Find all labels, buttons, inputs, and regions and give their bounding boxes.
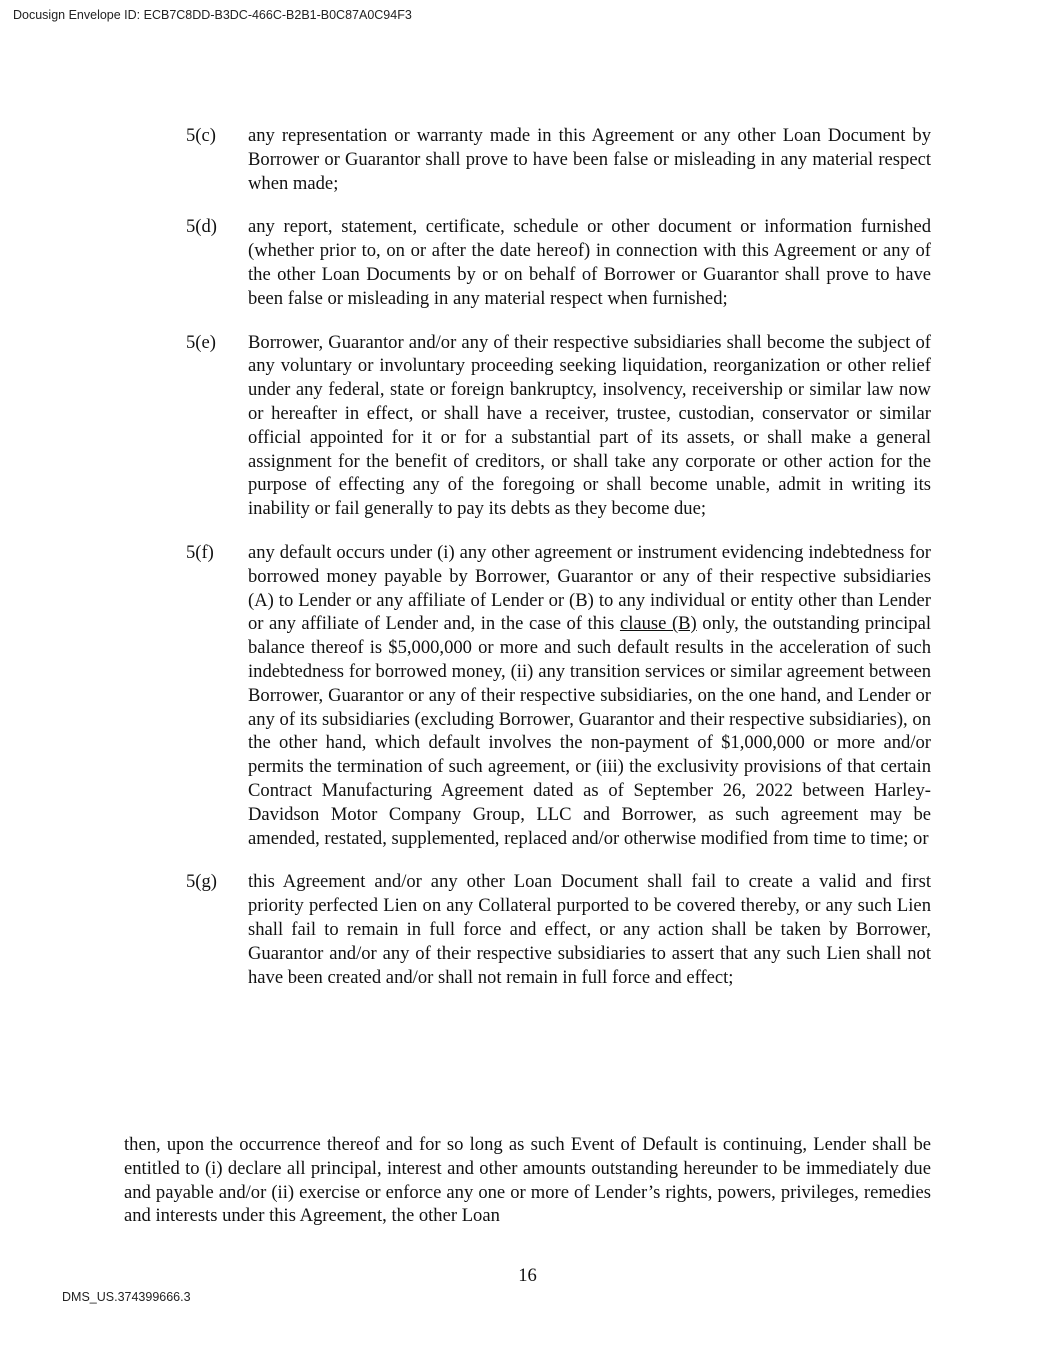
document-id: DMS_US.374399666.3 [62,1290,191,1304]
clause-5e [186,331,931,521]
clause-number: 5(d) [186,216,217,238]
clause-text: any report, statement, certificate, schedule or other document or information furnished (whether prior to, on or after the date hereof) in connection with this Agreement or any of the other Loan Documents by or on behalf of Borrower or Guarantor shall prove to have been false or misleading in any material respect when furnished; [248,216,931,309]
page-number: 16 [518,1265,537,1286]
clause-text: Borrower, Guarantor and/or any of their respective subsidiaries shall become the subject of any voluntary or involuntary proceeding seeking liquidation, reorganization or other relief under any federal, state or foreign bankruptcy, insolvency, receivership or similar law now or hereafter in effect, or shall have a receiver, trustee, custodian, conservator or similar official appointed for it or for a substantial part of its assets, or shall make a general assignment for the benefit of creditors, or shall take any corporate or other action for the purpose of effecting any of the foregoing or shall become unable, admit in writing its inability or fail generally to pay its debts as they become due; [248,331,931,520]
envelope-id: Docusign Envelope ID: ECB7C8DD-B3DC-466C-B2B1-B0C87A0C94F3 [13,8,412,22]
clause-number: 5(f) [186,541,214,563]
clause-text [248,541,931,850]
clause-number: 5(e) [186,331,216,353]
clause-text-part-b: only, the outstanding principal balance thereof is $5,000,000 or more and such default results in the acceleration of such indebtedness for borrowed money, (ii) any transition services or similar agreement between Borrower, Guarantor or any of their respective subsidiaries, on the one hand, and Lender or any of its subsidiaries (excluding Borrower, Guarantor and their respective subsidiaries), on the other hand, which default involves the non-payment of $1,000,000 or more and/or permits the termination of such agreement, or (iii) the exclusivity provisions of that certain Contract Manufacturing Agreement dated as of September 26, 2022 between Harley-Davidson Motor Company Group, LLC and Borrower, as such agreement may be amended, restated, supplemented, replaced and/or otherwise modified from time to time; or [248,613,931,849]
clause-5d [186,215,931,310]
clause-number: 5(c) [186,125,216,146]
clause-text-part-a: any default occurs under (i) any other agreement or instrument evidencing indebtedness for borrowed money payable by Borrower, Guarantor or any of their respective subsidiaries (A) to Lender or any affiliate of Lender or (B) to any individual or entity other than Lender or any affiliate of Lender and, in the case of this [248,541,931,635]
clause-number: 5(g) [186,871,217,893]
clause-text: this Agreement and/or any other Loan Document shall fail to create a valid and first priority perfected Lien on any Collateral purported to be covered thereby, or any such Lien shall fail to remain in full force and effect, or any action shall be taken by Borrower, Guarantor and/or any of their respective subsidiaries to assert that any such Lien shall not have been created and/or shall not remain in full force and effect; [248,871,931,988]
clause-b-reference: clause (B) [619,613,697,635]
clause-list [186,124,931,1009]
clause-5g [186,870,931,989]
clause-text: any representation or warranty made in this Agreement or any other Loan Document by Borrower or Guarantor shall prove to have been false or misleading in any material respect when made; [248,125,931,194]
clause-5f [186,541,931,850]
clause-5c [186,124,931,195]
closing-paragraph: then, upon the occurrence thereof and for so long as such Event of Default is continuing, Lender shall be entitled to (i) declare all principal, interest and other amounts outstanding hereunder to be immediately due and payable and/or (ii) exercise or enforce any one or more of Lender’s rights, powers, privileges, remedies and interests under this Agreement, the other Loan [124,1134,931,1227]
